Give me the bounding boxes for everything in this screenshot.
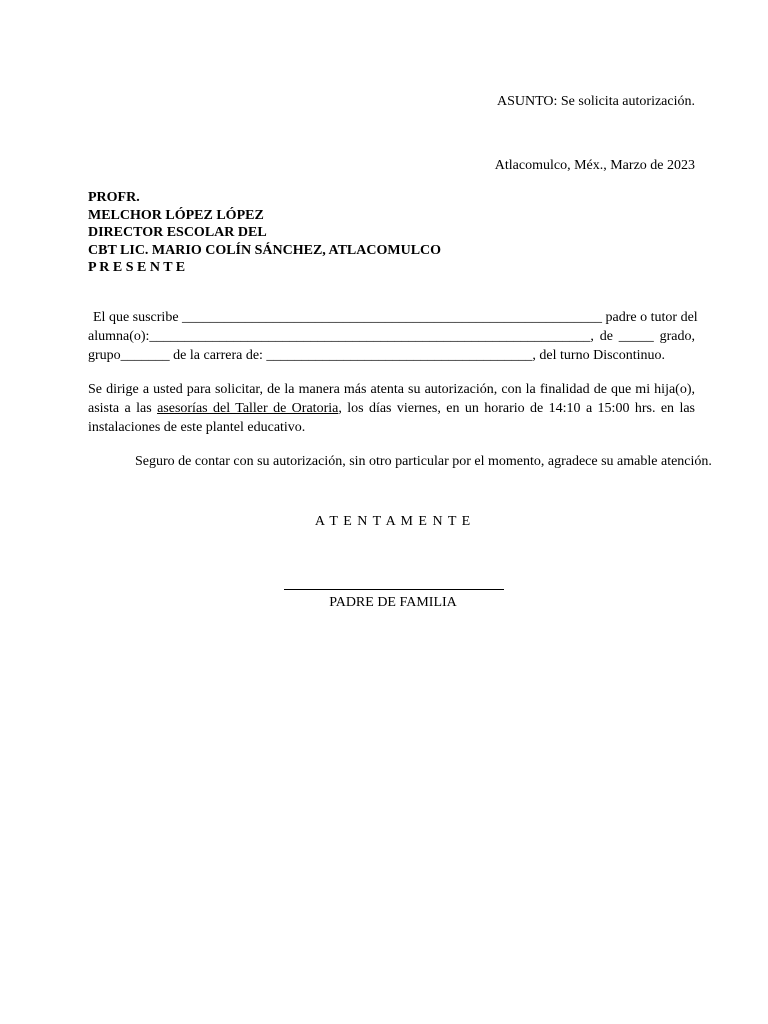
signature-line (284, 589, 504, 590)
paragraph-line-with-link: asista a las asesorías del Taller de Oratoria, los días viernes, en un horario de 14:10 a 15:00 hrs. en las (88, 401, 695, 416)
workshop-link[interactable]: asesorías del Taller de Oratoria (157, 401, 339, 416)
paragraph-line: grupo_______ de la carrera de: ______________________________________, del turno Discontinuo. (88, 348, 666, 363)
paragraph-line: El que suscribe ____________________________________________________________ padre o tutor del (93, 310, 698, 325)
paragraph-line: alumna(o):_______________________________________________________________, de _____ grado, (88, 329, 695, 344)
paragraph-line: Se dirige a usted para solicitar, de la manera más atenta su autorización, con la finalidad de que mi hija(o), (88, 382, 695, 397)
place-date: Atlacomulco, Méx., Marzo de 2023 (494, 158, 695, 173)
paragraph-line: instalaciones de este plantel educativo. (88, 420, 306, 435)
recipient-title: PROFR. (88, 190, 140, 205)
closing-paragraph: Seguro de contar con su autorización, sin otro particular por el momento, agradece su amable atención. (135, 454, 712, 469)
signature-label: PADRE DE FAMILIA (329, 595, 457, 610)
paragraph-request-body (88, 380, 695, 437)
subject-line: ASUNTO: Se solicita autorización. (496, 94, 695, 109)
presente-label: P R E S E N T E (88, 260, 186, 275)
paragraph-request-form (88, 308, 698, 365)
recipient-position: DIRECTOR ESCOLAR DEL (88, 225, 267, 240)
sign-off: A T E N T A M E N T E (314, 514, 472, 529)
recipient-institution: CBT LIC. MARIO COLÍN SÁNCHEZ, ATLACOMULCO (88, 243, 442, 258)
recipient-name: MELCHOR LÓPEZ LÓPEZ (88, 208, 264, 223)
